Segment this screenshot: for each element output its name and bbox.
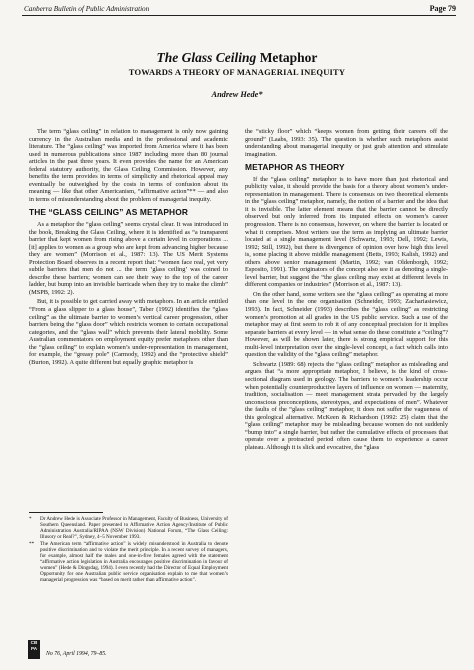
section-heading: METAPHOR AS THEORY (245, 162, 345, 173)
paragraph: The term “glass ceiling” in relation to management is only now gaining currency in the Australian media and in the professional and academic literature. The “glass ceiling” was imported from America where it has been used in numerous publications since 1987 including more than 80 journal articles in the past three years. It even provides the name for an American federal statutory authority, the Glass Ceiling Commission. However, any benefits the term provides in terms of simplicity and rhetorical appeal may eventually be outweighed by the costs in terms of confusion about its meaning — like that other Americanism, “affirmative action”** — and also in terms of misunderstanding about the problem of managerial inequity. (29, 128, 228, 203)
footnote-text: The American term “affirmative action” is widely misunderstood in Australia to denote positive discrimination and to violate the merit principle. In a recent survey of managers, for example, almost half the males and one-in-five females agreed with the statement “affirmative action legislation in Australia encourages positive discrimination in favour of women” (Hede & Dingsdag, 1994). I even recently had the Director of Equal Employment Opportunity for one Australian public service organisation explain to me that women’s managerial progression was “based on merit rather than affirmative action”. (40, 541, 228, 584)
section-heading: THE “GLASS CEILING” AS METAPHOR (29, 207, 188, 218)
footnote (29, 541, 228, 583)
logo-text-top: CB (30, 640, 38, 645)
right-column (245, 128, 448, 453)
paragraph: As a metaphor the “glass ceiling” seems crystal clear. It was introduced in the book, Breaking the Glass Ceiling, where it is identified as “a transparent barrier that kept women from rising above a certain level in corporations ... [it] applies to women as a group who are kept from advancing higher because they are women” (Morrison et al., 1987: 13). The US Merit Systems Protection Board observes in a recent report that: “women face real, yet very subtle barriers that men do not ... the term ‘glass ceiling’ was coined to describe these barriers; women can see their way to the top of the career ladder, but bump into an invisible barricade when they try to make the climb” (MSPB, 1992: 2). (29, 221, 228, 296)
article-subtitle: TOWARDS A THEORY OF MANAGERIAL INEQUITY (128, 67, 346, 77)
left-column (29, 128, 228, 368)
page-number: Page 79 (429, 4, 456, 13)
footnote-marker: * (29, 516, 32, 522)
journal-name: Canberra Bulletin of Public Administration (24, 5, 150, 13)
footnotes (29, 516, 228, 585)
logo-text-bottom: PA (30, 646, 38, 651)
footnote-marker: ** (29, 541, 35, 548)
paragraph: But, it is possible to get carried away with metaphors. In an article entitled “From a glass slipper to a glass house”, Taber (1992) identifies the “glass ceiling” as the ultimate barrier to women’s vertical career progression, other barriers being the “glass door” which restricts women to certain occupational categories, and the “glass wall” which prevents their lateral mobility. Some Australian commentators on employment equity prefer metaphors other than the “glass ceiling” to explain women’s under-representation in management, for example, the “greasy pole” (Carmody, 1992) and the “protective shield” (Burton, 1992). A quite different but equally graphic metaphor is (29, 298, 228, 366)
footnote (29, 516, 228, 540)
paragraph: Schwartz (1989: 68) rejects the “glass ceiling” metaphor as misleading and argues that “a more appropriate metaphor, I believe, is the kind of cross-sectional diagram used in geology. The barriers to women’s leadership occur when potentially counterproductive layers of influence on women — maternity, tradition, socialisation — meet management strata pervaded by the largely unconscious preconceptions, stereotypes, and expectations of men”. Whatever the faults of the “glass ceiling” metaphor, it does not suffer the vagueness of this geological alternative. McKeen & Richardson (1992: 25) claim that the “glass ceiling” metaphor may be misleading because women do not suddenly “bump into” a single barrier, but rather the cumulative effects of processes that operate over a protracted period often cause them to experience a career plateau. Although it is slick and evocative, the “glass (245, 360, 448, 451)
footnote-text: Dr Andrew Hede is Associate Professor in Management, Faculty of Business, University of Southern Queensland. Paper presented to Affirmative Action Agency/Institute of Public Administration Australia/RIPAA (NSW Division) National Forum, “The Glass Ceiling: Illusory or Real?”, Sydney, 4–5 November 1993. (40, 516, 228, 541)
paragraph: the “sticky floor” which “keeps women from getting their careers off the ground” (Laabs, 1993: 35). The question is whether such metaphors assist understanding about managerial inequity or just grab attention and stimulate imagination. (245, 128, 448, 158)
publisher-logo (28, 640, 40, 659)
header-rule (22, 15, 456, 16)
title-rest: Metaphor (256, 50, 318, 65)
article-title (0, 50, 474, 66)
footnote-rule (29, 512, 103, 513)
title-italic-part: The Glass Ceiling (156, 50, 257, 65)
article-author: Andrew Hede* (211, 90, 263, 99)
issue-info: No 76, April 1994, 79–85. (46, 651, 107, 657)
paragraph: On the other hand, some writers see the “glass ceiling” as operating at more than one level in the one organisation (Schneider, 1993; Zachariasiewicz, 1993). In fact, Schneider (1993) describes the “glass ceiling” as restricting women’s promotion at all grades in the US public service. Such a use of the metaphor may at first seem to rob it of any conceptual precision for it implies separate barriers at every level — in what sense do these constitute a “ceiling”? However, as will be shown later, there is strong empirical support for this multi-level interpretation over the single-level concept, a fact which calls into question the validity of the “glass ceiling” metaphor. (245, 290, 448, 359)
paragraph: If the “glass ceiling” metaphor is to have more than just rhetorical and publicity value, it should provide the basis for a theory about women’s under-representation in management. There is consensus on two theoretical elements in the “glass ceiling” metaphor, namely, the notion of a barrier and the idea that it is invisible. The latter element means that the barrier cannot be directly observed but only inferred from its imputed effects on women’s career progression. There is no consensus, however, on where the barrier is located or what it comprises. Most writers use the term as implying an ultimate barrier located at a single management level (Schwartz, 1993; Dell, 1992; Lewis, 1992; Still, 1992), but there is divergence of opinion over how high this level is, some placing it above middle management (Betts, 1993; Kalish, 1992) and others above senior management (Martin, 1992; van Oldenborgh, 1992; Esposito, 1991). The originators of the concept also see it as denoting a single-level barrier, but suggest the “the glass ceiling may exist at different levels in different companies or industries” (Morrison et al., 1987: 13). (245, 175, 448, 289)
